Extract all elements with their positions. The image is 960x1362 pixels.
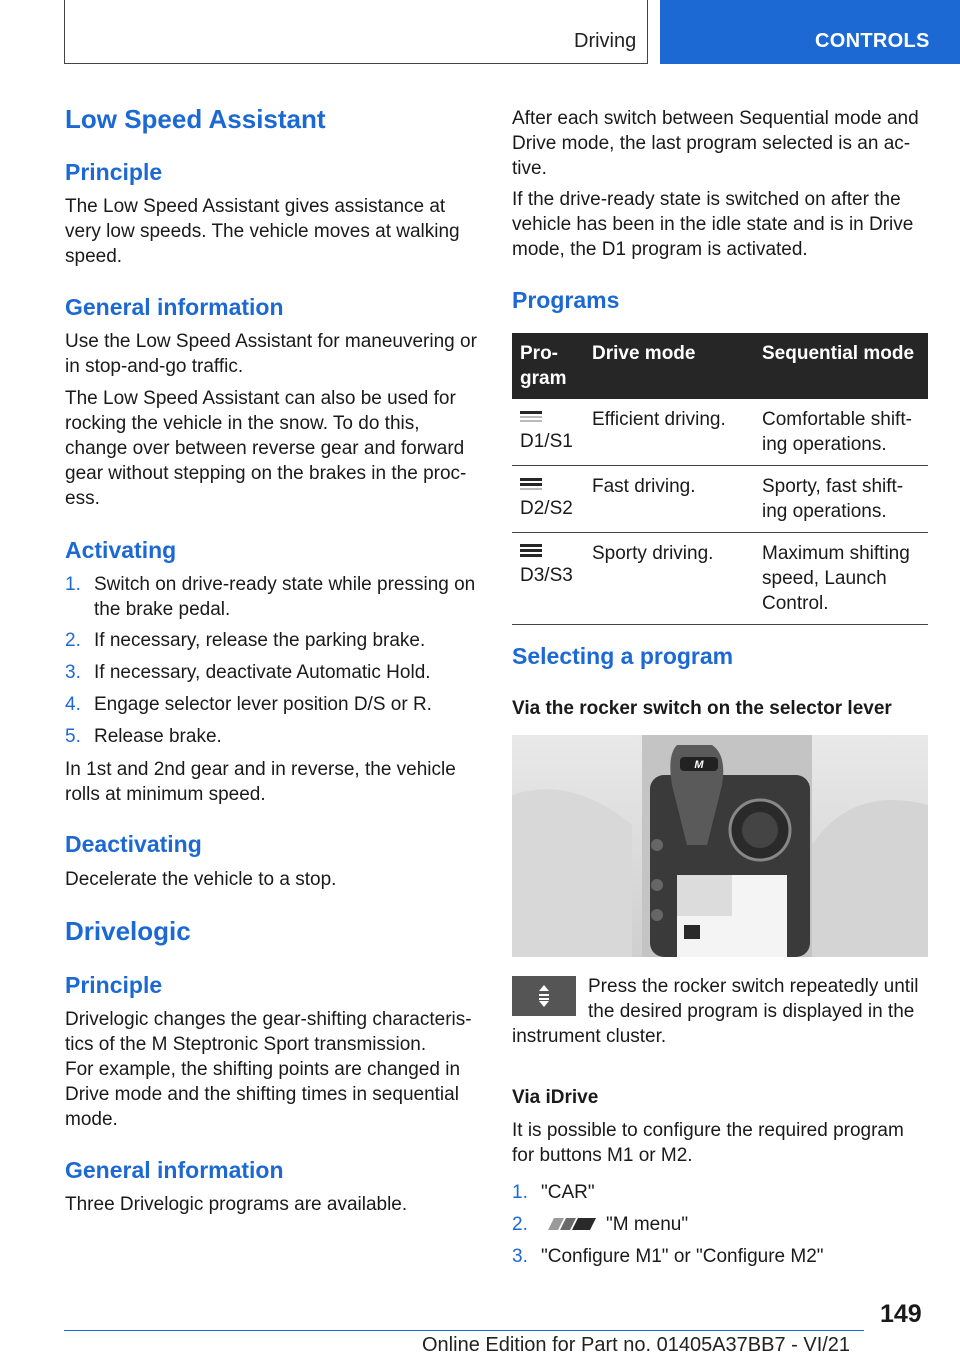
text-line: speed. [65,246,123,267]
text-line: Drive mode and the shifting times in sequential [65,1084,459,1105]
general-info-heading: General information [65,294,284,320]
text-line: In 1st and 2nd gear and in reverse, the vehicle [65,759,456,780]
list-number: 1. [65,574,81,595]
deactivating-heading: Deactivating [65,831,202,857]
program-label: D3/S3 [520,565,573,586]
footer-edition: Online Edition for Part no. 01405A37BB7 - VI/21 [422,1334,851,1356]
table-cell-drive: Fast driving. [584,466,754,533]
table-header-sequential: Sequential mode [754,333,928,399]
text-line: Drive mode, the last program selected is an ac‐ [512,133,911,154]
list-text: "M menu" [606,1214,689,1235]
text-line: gear without stepping on the brakes in the proc‐ [65,463,467,484]
program-label: D1/S1 [520,431,573,452]
header-chapter: CONTROLS [815,30,930,52]
m-logo: M [694,759,704,771]
text-line: It is possible to configure the required program [512,1120,904,1141]
table-cell-sequential: Comfortable shift‐ ing operations. [754,399,928,466]
rocker-switch-glyph [512,976,576,1016]
text-line: tics of the M Steptronic Sport transmission. [65,1034,427,1055]
drivelogic-1-icon [520,407,542,425]
table-row [512,466,928,533]
text-line: in stop-and-go traffic. [65,356,244,377]
page-number: 149 [880,1300,922,1328]
list-item [512,1180,932,1205]
intro-text-1 [512,106,932,181]
text-line: Press the rocker switch repeatedly until [588,976,919,997]
low-speed-assistant-title: Low Speed Assistant [65,104,326,134]
drivelogic-principle-text [65,1007,485,1132]
list-item [65,692,485,717]
text-line: very low speeds. The vehicle moves at walking [65,221,460,242]
list-number: 2. [65,630,81,651]
program-label: D2/S2 [520,498,573,519]
table-header-row [512,333,928,399]
text-line: Use the Low Speed Assistant for maneuvering or [65,331,477,352]
table-cell-sequential: Maximum shifting speed, Launch Control. [754,533,928,625]
selector-lever-illustration [512,735,928,957]
table-cell-program [512,399,584,466]
list-item [65,628,485,653]
header-chapter-tab [660,0,960,64]
table-cell-program [512,466,584,533]
list-number: 2. [512,1214,528,1235]
general-info-text-2 [65,386,485,511]
text-line: vehicle has been in the idle state and is in Drive [512,214,914,235]
list-number: 5. [65,726,81,747]
list-number: 3. [512,1246,528,1267]
text-line: tive. [512,158,547,179]
text-line: the brake pedal. [94,599,231,620]
text-line: Drivelogic changes the gear-shifting characteris‐ [65,1009,472,1030]
table-row [512,399,928,466]
rocker-text-end: instrument cluster. [512,1026,667,1047]
general-info-text-1 [65,329,485,379]
table-header-program: Pro‐ gram [512,333,584,399]
programs-heading: Programs [512,287,620,313]
list-text: If necessary, release the parking brake. [94,630,426,651]
text-line: the desired program is displayed in the [588,1001,915,1022]
selector-lever-photo [512,735,928,957]
text-line: Switch on drive-ready state while pressing on [94,574,476,595]
list-item [512,1212,932,1237]
text-line: The Low Speed Assistant gives assistance at [65,196,446,217]
selecting-program-heading: Selecting a program [512,643,734,669]
via-idrive-heading: Via iDrive [512,1087,599,1108]
gear-note [65,757,485,807]
text-line: for buttons M1 or M2. [512,1145,693,1166]
text-line: mode, the D1 program is activated. [512,239,808,260]
list-text [94,572,475,622]
text-line: rolls at minimum speed. [65,784,266,805]
list-item [65,660,485,685]
activating-heading: Activating [65,537,177,563]
table-cell-sequential: Sporty, fast shift‐ ing operations. [754,466,928,533]
rocker-text [588,974,928,1024]
m-menu-icon [544,1216,600,1232]
drivelogic-title: Drivelogic [65,916,191,946]
list-text: Release brake. [94,726,222,747]
intro-text-2 [512,187,932,262]
header-section: Driving [574,30,637,52]
text-line: For example, the shifting points are changed in [65,1059,461,1080]
drivelogic-principle-heading: Principle [65,972,163,998]
table-header-drive: Drive mode [584,333,754,399]
programs-table [512,333,928,625]
list-number: 4. [65,694,81,715]
rocker-switch-icon [512,976,576,1016]
header-frame [64,0,648,64]
drivelogic-general-info-heading: General information [65,1157,284,1183]
idrive-text [512,1118,932,1168]
list-text: If necessary, deactivate Automatic Hold. [94,662,431,683]
table-row [512,533,928,625]
list-item [65,724,485,749]
text-line: If the drive-ready state is switched on after the [512,189,901,210]
text-line: ess. [65,488,100,509]
text-line: mode. [65,1109,118,1130]
list-number: 3. [65,662,81,683]
text-line: rocking the vehicle in the snow. To do this, [65,413,420,434]
drivelogic-2-icon [520,474,542,492]
list-text: "CAR" [541,1182,595,1203]
deactivating-text: Decelerate the vehicle to a stop. [65,869,337,890]
via-rocker-heading: Via the rocker switch on the selector lever [512,698,892,719]
table-cell-drive: Sporty driving. [584,533,754,625]
principle-text [65,194,485,269]
table-cell-program [512,533,584,625]
drivelogic-3-icon [520,541,542,559]
text-line: The Low Speed Assistant can also be used for [65,388,456,409]
drivelogic-general-info-text: Three Drivelogic programs are available. [65,1194,408,1215]
footer-divider [64,1330,864,1331]
text-line: After each switch between Sequential mode and [512,108,919,129]
list-text: "Configure M1" or "Configure M2" [541,1246,824,1267]
list-item [512,1244,932,1269]
table-cell-drive: Efficient driving. [584,399,754,466]
text-line: change over between reverse gear and forward [65,438,465,459]
list-item [65,572,485,622]
list-text: Engage selector lever position D/S or R. [94,694,432,715]
principle-heading: Principle [65,159,163,185]
list-number: 1. [512,1182,528,1203]
